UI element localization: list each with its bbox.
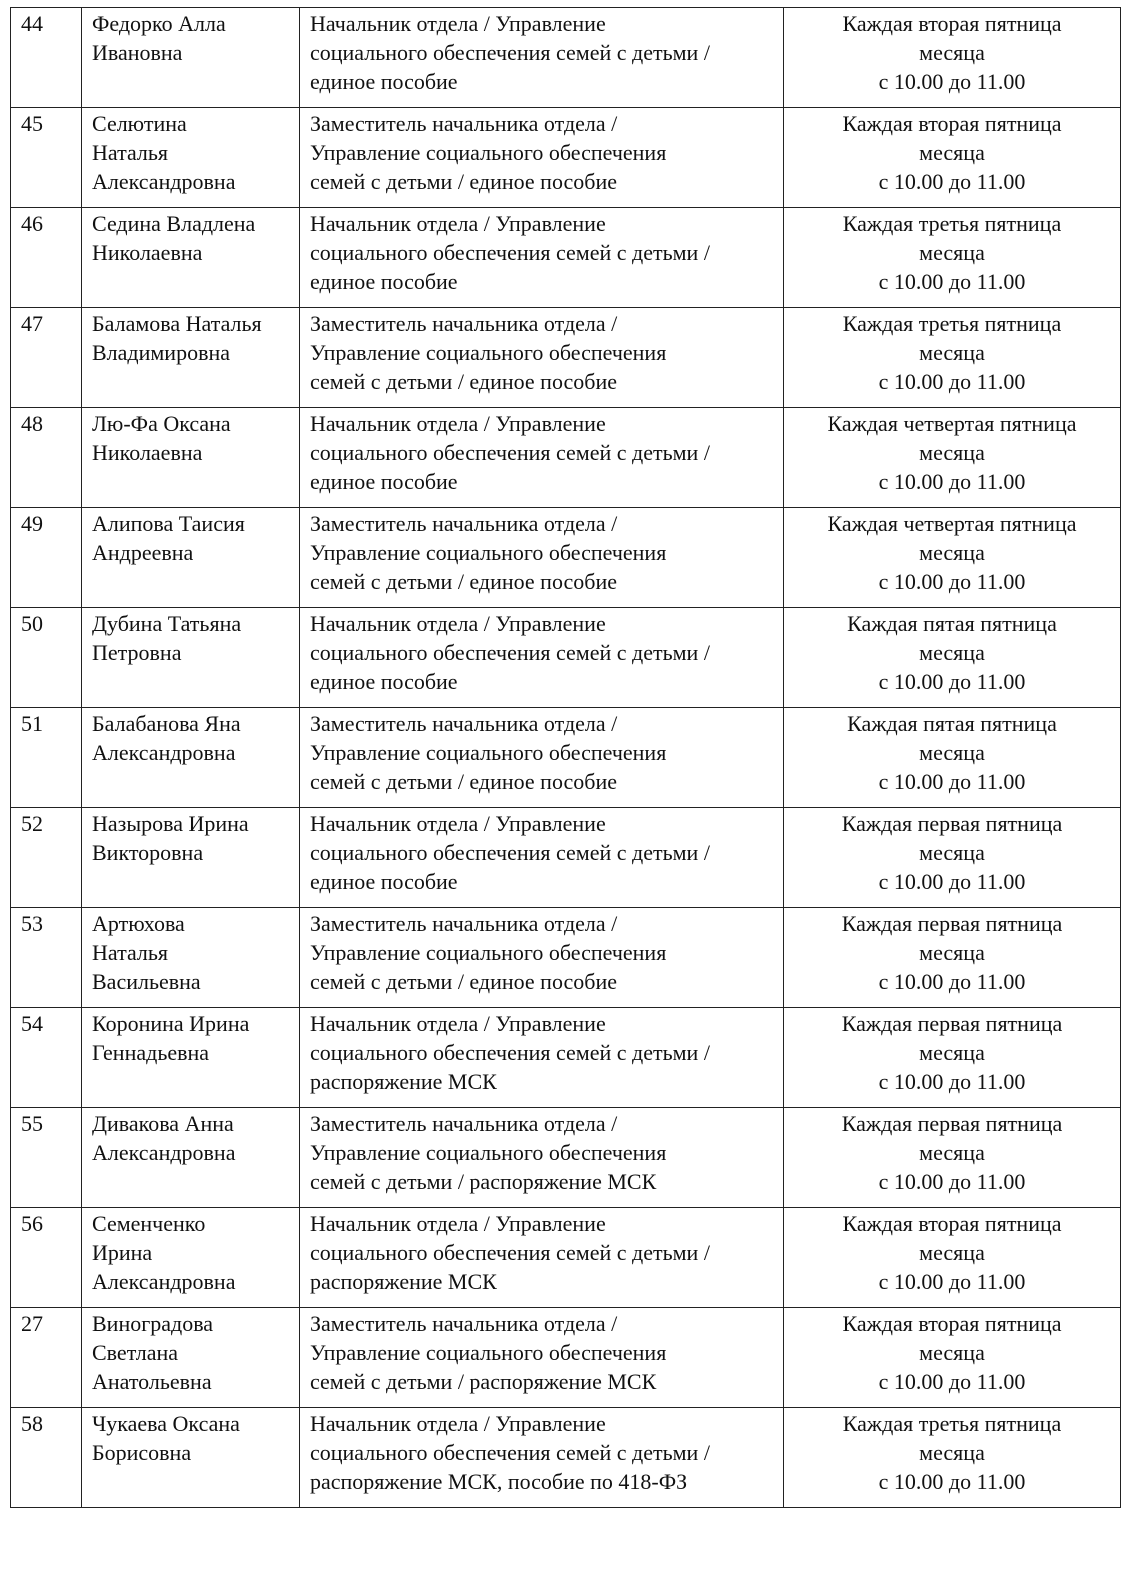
- employee-position-line: распоряжение МСК: [310, 1268, 497, 1294]
- table-row: [11, 908, 1121, 1008]
- reception-time-line: с 10.00 до 11.00: [878, 368, 1026, 394]
- table-row: [11, 508, 1121, 608]
- reception-time-line: с 10.00 до 11.00: [878, 68, 1026, 94]
- reception-time: [784, 808, 1121, 908]
- employee-position: [300, 508, 784, 608]
- employee-name-line: Семенченко: [92, 1211, 206, 1236]
- employee-position: [300, 808, 784, 908]
- employee-position-line: Заместитель начальника отдела /: [310, 711, 618, 736]
- reception-time-line: Каждая вторая пятница: [842, 1311, 1062, 1336]
- reception-time: [784, 908, 1121, 1008]
- employee-name-line: Викторовна: [92, 839, 204, 865]
- reception-time-line: Каждая третья пятница: [842, 211, 1062, 236]
- employee-name-line: Виноградова: [92, 1311, 214, 1336]
- reception-time-line: с 10.00 до 11.00: [878, 1268, 1026, 1294]
- employee-name-line: Николаевна: [92, 439, 203, 465]
- table-row: [11, 1408, 1121, 1508]
- employee-position-line: Заместитель начальника отдела /: [310, 1311, 618, 1336]
- reception-time-line: с 10.00 до 11.00: [878, 568, 1026, 594]
- table-row: [11, 1108, 1121, 1208]
- row-number: 48: [11, 408, 82, 508]
- reception-time-line: месяца: [919, 439, 985, 465]
- row-number: 49: [11, 508, 82, 608]
- employee-position-line: семей с детьми / единое пособие: [310, 968, 618, 994]
- reception-time: [784, 508, 1121, 608]
- employee-name-line: Лю-Фа Оксана: [92, 411, 231, 436]
- employee-name-line: Балабанова Яна: [92, 711, 241, 736]
- employee-position-line: Начальник отдела / Управление: [310, 1411, 606, 1436]
- employee-name-line: Борисовна: [92, 1439, 192, 1465]
- employee-name-line: Петровна: [92, 639, 182, 665]
- reception-schedule-table: [10, 7, 1121, 1508]
- reception-time: [784, 308, 1121, 408]
- employee-position-line: Заместитель начальника отдела /: [310, 111, 618, 136]
- reception-time-line: с 10.00 до 11.00: [878, 868, 1026, 894]
- reception-time-line: Каждая первая пятница: [841, 1011, 1063, 1036]
- employee-name: [82, 808, 300, 908]
- employee-name-line: Седина Владлена: [92, 211, 256, 236]
- schedule-table-body: [11, 8, 1121, 1508]
- employee-position-line: распоряжение МСК: [310, 1068, 497, 1094]
- employee-name-line: Ирина: [92, 1239, 153, 1265]
- table-row: [11, 208, 1121, 308]
- employee-position: [300, 1308, 784, 1408]
- employee-name: [82, 1208, 300, 1308]
- reception-time-line: Каждая первая пятница: [841, 811, 1063, 836]
- employee-name-line: Баламова Наталья: [92, 311, 262, 336]
- employee-name: [82, 508, 300, 608]
- employee-name-line: Назырова Ирина: [92, 811, 249, 836]
- employee-position-line: единое пособие: [310, 268, 458, 294]
- employee-name-line: Ивановна: [92, 39, 183, 65]
- reception-time-line: месяца: [919, 1139, 985, 1165]
- reception-time-line: месяца: [919, 39, 985, 65]
- table-row: [11, 608, 1121, 708]
- employee-position-line: распоряжение МСК, пособие по 418-ФЗ: [310, 1468, 688, 1494]
- reception-time: [784, 708, 1121, 808]
- employee-position-line: единое пособие: [310, 668, 458, 694]
- employee-position: [300, 1208, 784, 1308]
- employee-position-line: Начальник отдела / Управление: [310, 611, 606, 636]
- employee-position-line: социального обеспечения семей с детьми /: [310, 239, 710, 265]
- reception-time-line: месяца: [919, 739, 985, 765]
- row-number: 44: [11, 8, 82, 108]
- employee-name-line: Александровна: [92, 1268, 236, 1294]
- table-row: [11, 308, 1121, 408]
- employee-position-line: социального обеспечения семей с детьми /: [310, 839, 710, 865]
- row-number: 45: [11, 108, 82, 208]
- employee-name: [82, 708, 300, 808]
- employee-name-line: Дивакова Анна: [92, 1111, 234, 1136]
- employee-position-line: Начальник отдела / Управление: [310, 811, 606, 836]
- reception-time-line: Каждая четвертая пятница: [827, 511, 1077, 536]
- employee-position-line: семей с детьми / единое пособие: [310, 768, 618, 794]
- reception-time: [784, 408, 1121, 508]
- employee-position-line: Управление социального обеспечения: [310, 339, 667, 365]
- reception-time: [784, 208, 1121, 308]
- reception-time-line: с 10.00 до 11.00: [878, 768, 1026, 794]
- employee-position-line: Заместитель начальника отдела /: [310, 511, 618, 536]
- reception-time-line: месяца: [919, 839, 985, 865]
- employee-name-line: Александровна: [92, 168, 236, 194]
- employee-position-line: единое пособие: [310, 468, 458, 494]
- employee-name: [82, 608, 300, 708]
- employee-position-line: семей с детьми / единое пособие: [310, 168, 618, 194]
- employee-position-line: социального обеспечения семей с детьми /: [310, 439, 710, 465]
- employee-position-line: семей с детьми / единое пособие: [310, 368, 618, 394]
- employee-position-line: Начальник отдела / Управление: [310, 1211, 606, 1236]
- reception-time-line: с 10.00 до 11.00: [878, 1068, 1026, 1094]
- reception-time-line: с 10.00 до 11.00: [878, 968, 1026, 994]
- reception-time-line: с 10.00 до 11.00: [878, 268, 1026, 294]
- employee-position-line: Управление социального обеспечения: [310, 539, 667, 565]
- reception-time: [784, 1108, 1121, 1208]
- employee-position-line: Управление социального обеспечения: [310, 1339, 667, 1365]
- employee-name-line: Александровна: [92, 739, 236, 765]
- employee-name-line: Светлана: [92, 1339, 179, 1365]
- employee-name: [82, 8, 300, 108]
- table-row: [11, 1308, 1121, 1408]
- employee-name-line: Селютина: [92, 111, 187, 136]
- employee-position-line: социального обеспечения семей с детьми /: [310, 639, 710, 665]
- reception-time-line: месяца: [919, 1439, 985, 1465]
- employee-name-line: Коронина Ирина: [92, 1011, 250, 1036]
- employee-name-line: Анатольевна: [92, 1368, 212, 1394]
- table-row: [11, 708, 1121, 808]
- employee-name-line: Андреевна: [92, 539, 194, 565]
- employee-name-line: Васильевна: [92, 968, 201, 994]
- employee-position: [300, 408, 784, 508]
- reception-time-line: Каждая третья пятница: [842, 1411, 1062, 1436]
- employee-position-line: Начальник отдела / Управление: [310, 11, 606, 36]
- employee-position-line: семей с детьми / единое пособие: [310, 568, 618, 594]
- employee-name-line: Александровна: [92, 1139, 236, 1165]
- reception-time: [784, 1008, 1121, 1108]
- employee-name-line: Николаевна: [92, 239, 203, 265]
- employee-name: [82, 1408, 300, 1508]
- reception-time-line: месяца: [919, 139, 985, 165]
- row-number: 47: [11, 308, 82, 408]
- table-row: [11, 108, 1121, 208]
- row-number: 58: [11, 1408, 82, 1508]
- employee-position-line: единое пособие: [310, 868, 458, 894]
- row-number: 52: [11, 808, 82, 908]
- employee-name-line: Дубина Татьяна: [92, 611, 242, 636]
- employee-position-line: социального обеспечения семей с детьми /: [310, 39, 710, 65]
- employee-position-line: социального обеспечения семей с детьми /: [310, 1439, 710, 1465]
- employee-name: [82, 1308, 300, 1408]
- reception-time-line: Каждая первая пятница: [841, 911, 1063, 936]
- employee-position-line: Управление социального обеспечения: [310, 939, 667, 965]
- employee-position: [300, 908, 784, 1008]
- row-number: 56: [11, 1208, 82, 1308]
- employee-name-line: Артюхова: [92, 911, 185, 936]
- row-number: 51: [11, 708, 82, 808]
- employee-name: [82, 1108, 300, 1208]
- row-number: 53: [11, 908, 82, 1008]
- reception-time: [784, 1208, 1121, 1308]
- employee-position-line: Начальник отдела / Управление: [310, 1011, 606, 1036]
- reception-time-line: с 10.00 до 11.00: [878, 168, 1026, 194]
- employee-position-line: Управление социального обеспечения: [310, 139, 667, 165]
- reception-time: [784, 1408, 1121, 1508]
- employee-position-line: семей с детьми / распоряжение МСК: [310, 1168, 657, 1194]
- employee-position: [300, 1408, 784, 1508]
- reception-time-line: месяца: [919, 639, 985, 665]
- employee-position-line: Заместитель начальника отдела /: [310, 311, 618, 336]
- employee-position-line: Управление социального обеспечения: [310, 739, 667, 765]
- reception-time-line: Каждая третья пятница: [842, 311, 1062, 336]
- employee-name: [82, 1008, 300, 1108]
- employee-name-line: Наталья: [92, 139, 169, 165]
- employee-position-line: единое пособие: [310, 68, 458, 94]
- reception-time-line: Каждая вторая пятница: [842, 1211, 1062, 1236]
- reception-time-line: месяца: [919, 1239, 985, 1265]
- table-row: [11, 1208, 1121, 1308]
- employee-position-line: социального обеспечения семей с детьми /: [310, 1039, 710, 1065]
- reception-time-line: Каждая вторая пятница: [842, 111, 1062, 136]
- table-row: [11, 1008, 1121, 1108]
- employee-position-line: Начальник отдела / Управление: [310, 211, 606, 236]
- employee-name-line: Чукаева Оксана: [92, 1411, 240, 1436]
- reception-time-line: месяца: [919, 939, 985, 965]
- reception-time-line: месяца: [919, 339, 985, 365]
- employee-position: [300, 1008, 784, 1108]
- row-number: 54: [11, 1008, 82, 1108]
- reception-time-line: с 10.00 до 11.00: [878, 1168, 1026, 1194]
- employee-name-line: Алипова Таисия: [92, 511, 245, 536]
- employee-position-line: Начальник отдела / Управление: [310, 411, 606, 436]
- row-number: 55: [11, 1108, 82, 1208]
- employee-position: [300, 608, 784, 708]
- employee-position: [300, 108, 784, 208]
- reception-time: [784, 608, 1121, 708]
- reception-time: [784, 8, 1121, 108]
- reception-time-line: с 10.00 до 11.00: [878, 1368, 1026, 1394]
- employee-position-line: семей с детьми / распоряжение МСК: [310, 1368, 657, 1394]
- employee-name: [82, 308, 300, 408]
- employee-name: [82, 408, 300, 508]
- employee-position-line: социального обеспечения семей с детьми /: [310, 1239, 710, 1265]
- employee-name: [82, 908, 300, 1008]
- reception-time-line: месяца: [919, 539, 985, 565]
- employee-position: [300, 708, 784, 808]
- employee-name: [82, 108, 300, 208]
- reception-time: [784, 1308, 1121, 1408]
- employee-name-line: Геннадьевна: [92, 1039, 210, 1065]
- reception-time-line: месяца: [919, 239, 985, 265]
- row-number: 27: [11, 1308, 82, 1408]
- employee-position: [300, 308, 784, 408]
- employee-name-line: Наталья: [92, 939, 169, 965]
- table-row: [11, 808, 1121, 908]
- reception-time-line: месяца: [919, 1039, 985, 1065]
- employee-name: [82, 208, 300, 308]
- reception-time-line: Каждая первая пятница: [841, 1111, 1063, 1136]
- reception-time-line: с 10.00 до 11.00: [878, 668, 1026, 694]
- reception-time-line: с 10.00 до 11.00: [878, 1468, 1026, 1494]
- employee-position: [300, 208, 784, 308]
- employee-position-line: Заместитель начальника отдела /: [310, 1111, 618, 1136]
- table-row: [11, 8, 1121, 108]
- employee-position: [300, 1108, 784, 1208]
- reception-time-line: с 10.00 до 11.00: [878, 468, 1026, 494]
- row-number: 50: [11, 608, 82, 708]
- reception-time-line: Каждая пятая пятница: [847, 711, 1057, 736]
- employee-position-line: Управление социального обеспечения: [310, 1139, 667, 1165]
- employee-name-line: Федорко Алла: [92, 11, 226, 36]
- row-number: 46: [11, 208, 82, 308]
- reception-time-line: Каждая пятая пятница: [847, 611, 1057, 636]
- reception-time-line: Каждая вторая пятница: [842, 11, 1062, 36]
- table-row: [11, 408, 1121, 508]
- reception-time-line: месяца: [919, 1339, 985, 1365]
- reception-time-line: Каждая четвертая пятница: [827, 411, 1077, 436]
- reception-time: [784, 108, 1121, 208]
- employee-position: [300, 8, 784, 108]
- employee-name-line: Владимировна: [92, 339, 231, 365]
- employee-position-line: Заместитель начальника отдела /: [310, 911, 618, 936]
